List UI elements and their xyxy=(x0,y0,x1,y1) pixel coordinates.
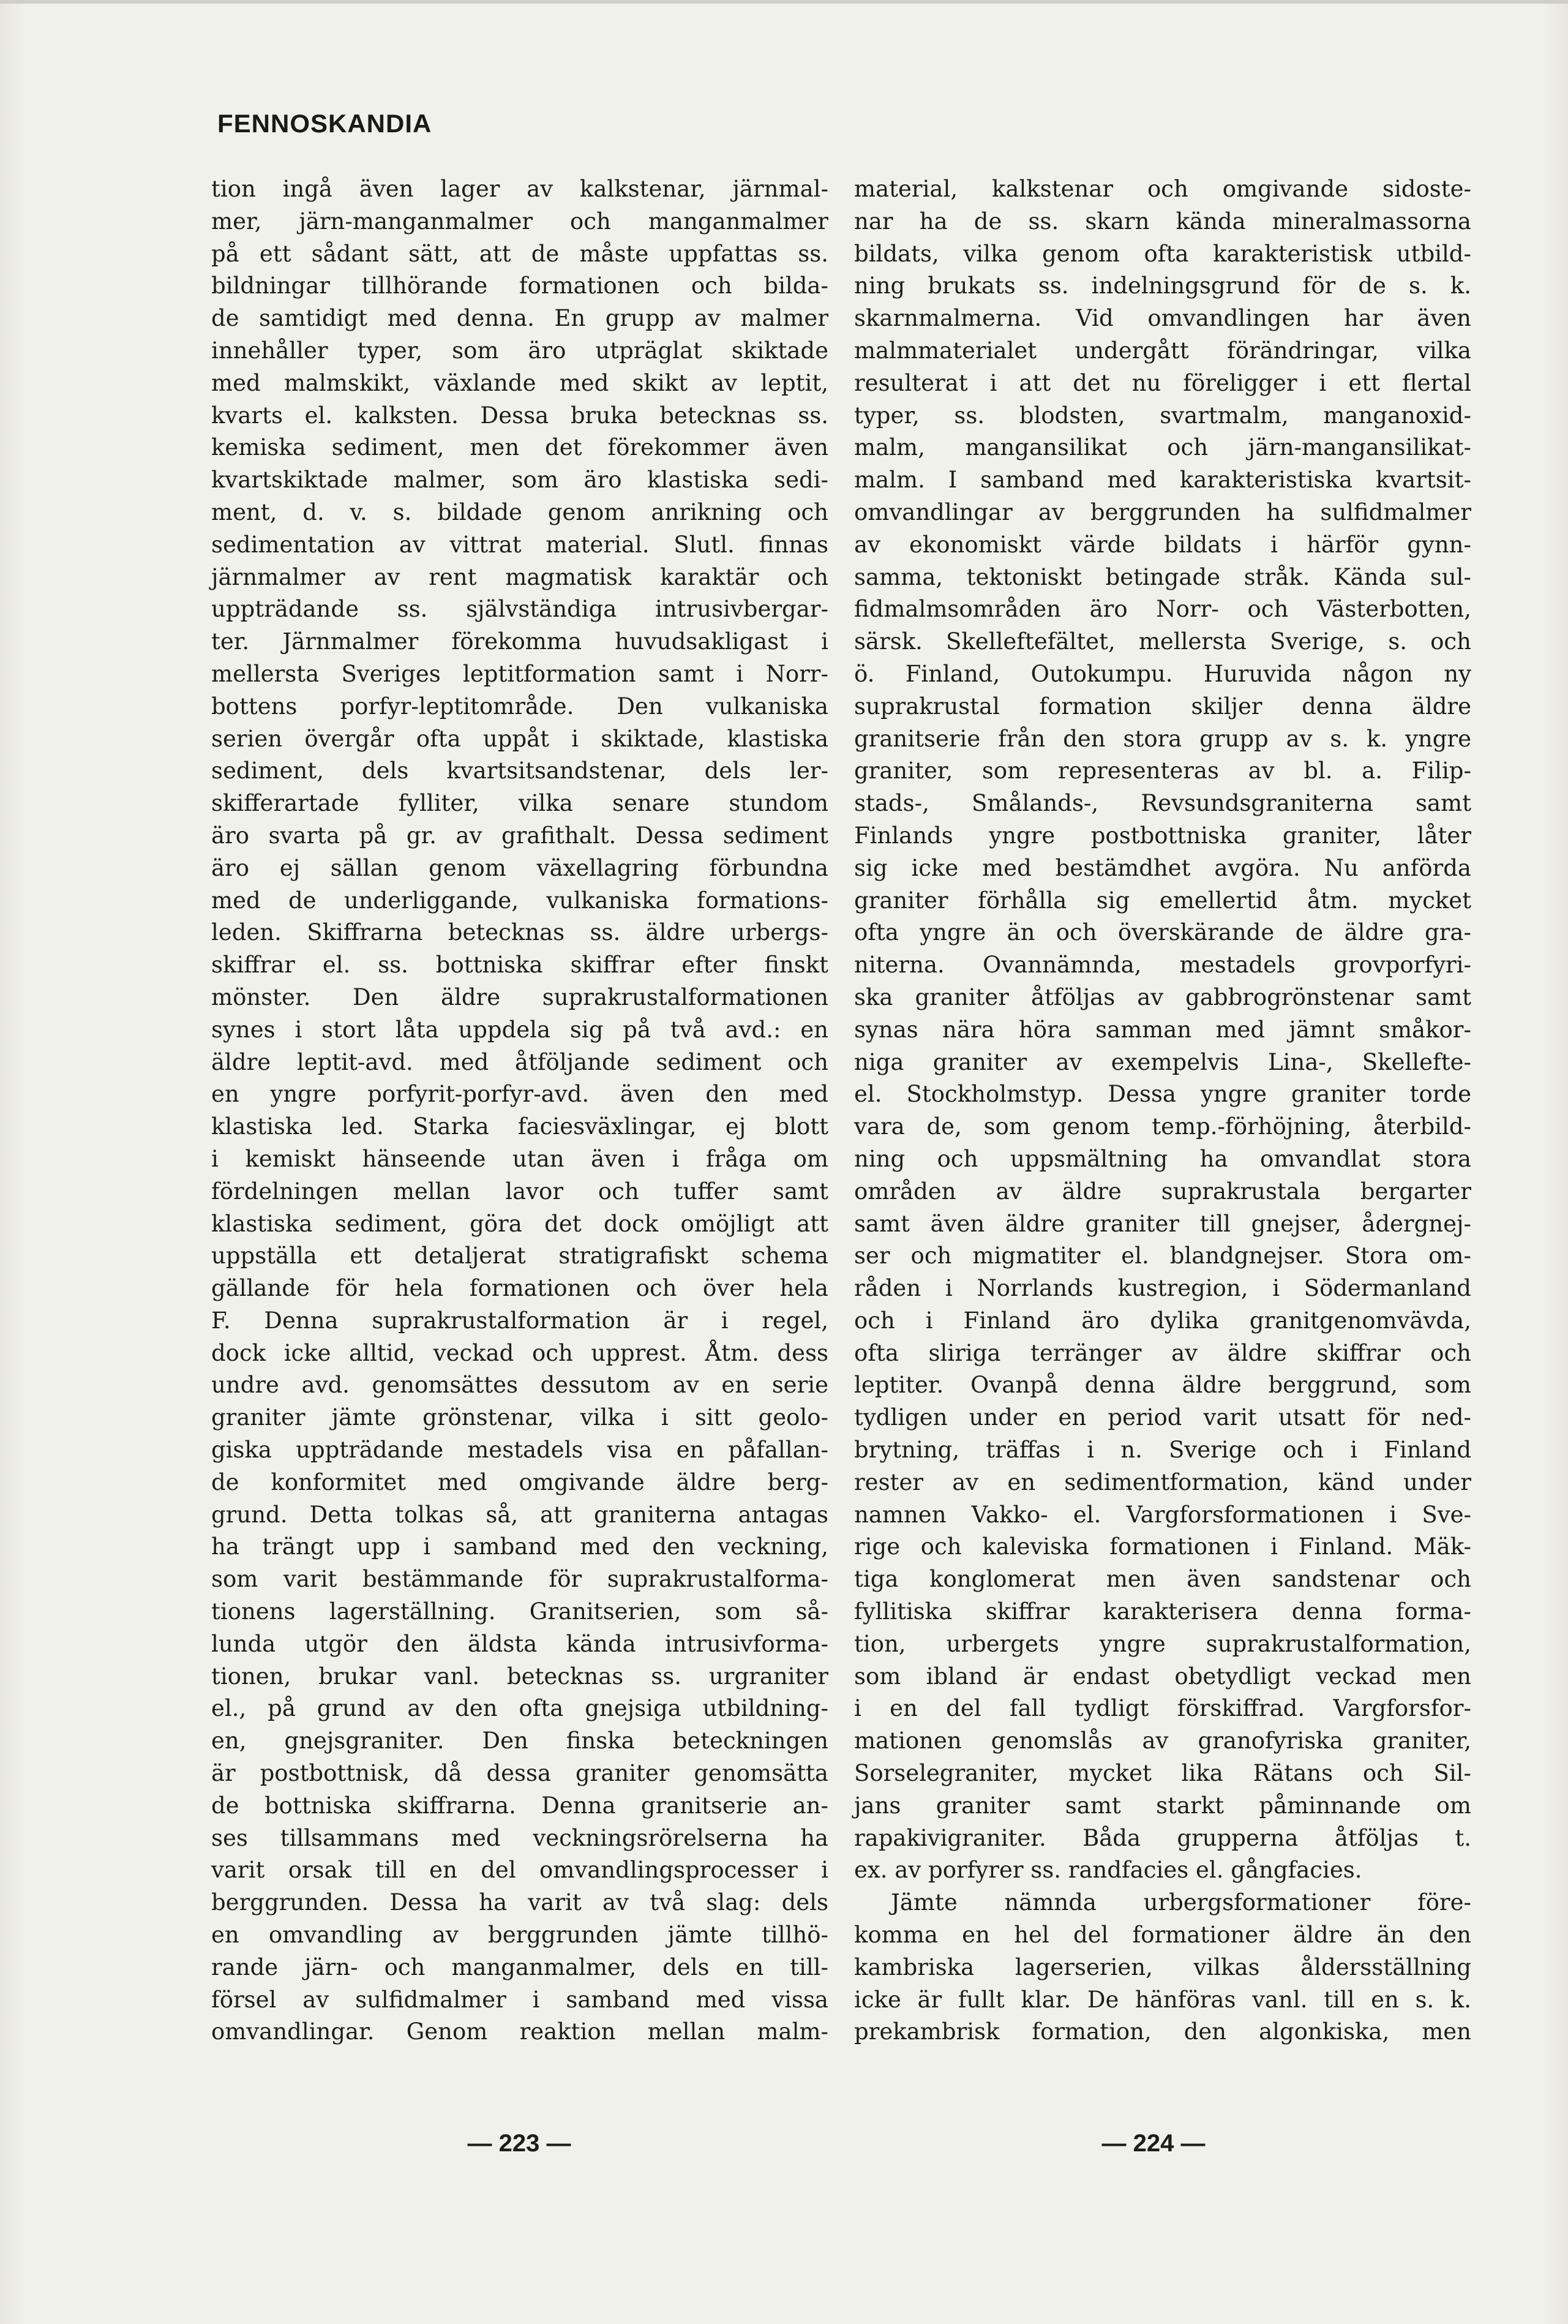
text-line: tiga konglomerat men även sandstenar och xyxy=(854,1566,1471,1593)
text-line: tionen, brukar vanl. betecknas ss. urgraniter xyxy=(211,1663,828,1690)
text-line: F. Denna suprakrustalformation är i regel, xyxy=(211,1307,828,1334)
text-line: ex. av porfyrer ss. randfacies el. gångfacies. xyxy=(854,1857,1362,1884)
text-line: rige och kaleviska formationen i Finland. Mäk- xyxy=(854,1533,1471,1560)
text-line: samma, tektoniskt betingade stråk. Kända sul- xyxy=(854,563,1471,590)
text-line: de konformitet med omgivande äldre berg- xyxy=(211,1468,828,1495)
text-line: graniter, som representeras av bl. a. Filip- xyxy=(854,758,1471,784)
text-line: granitserie från den stora grupp av s. k. yngre xyxy=(854,725,1471,752)
text-line: fördelningen mellan lavor och tuffer samt xyxy=(211,1178,828,1205)
text-line: kemiska sediment, men det förekommer även xyxy=(211,434,828,461)
text-line: graniter jämte grönstenar, vilka i sitt geolo- xyxy=(211,1404,828,1431)
text-line: tion ingå även lager av kalkstenar, järnmal- xyxy=(211,176,828,202)
text-line: försel av sulfidmalmer i samband med vissa xyxy=(211,1986,828,2013)
text-line: ning brukats ss. indelningsgrund för de s. k. xyxy=(854,273,1471,299)
text-line: särsk. Skelleftefältet, mellersta Sverige, s. och xyxy=(854,628,1471,655)
text-line: av ekonomiskt värde bildats i härför gynn- xyxy=(854,531,1471,558)
text-line: kambriska lagerserien, vilkas åldersställning xyxy=(854,1954,1471,1980)
text-line: stads-, Smålands-, Revsundsgraniterna samt xyxy=(854,790,1471,817)
text-line: bildningar tillhörande formationen och bilda- xyxy=(211,273,828,299)
text-line: dock icke alltid, veckad och upprest. Åtm. dess xyxy=(211,1339,828,1366)
text-line: Finlands yngre postbottniska graniter, låter xyxy=(854,822,1471,849)
text-line: kvarts el. kalksten. Dessa bruka betecknas ss. xyxy=(211,402,828,429)
text-line: tionens lagerställning. Granitserien, som så- xyxy=(211,1598,828,1625)
text-line: serien övergår ofta uppåt i skiktade, klastiska xyxy=(211,725,828,752)
text-line: mationen genomslås av granofyriska graniter, xyxy=(854,1728,1471,1754)
page-number-left: — 223 — xyxy=(467,2130,571,2157)
text-line: ning och uppsmältning ha omvandlat stora xyxy=(854,1145,1471,1172)
text-line: varit orsak till en del omvandlingsprocesser i xyxy=(211,1857,828,1884)
text-line: ses tillsammans med veckningsrörelserna ha xyxy=(211,1824,828,1851)
text-line: leptiter. Ovanpå denna äldre berggrund, som xyxy=(854,1372,1471,1399)
text-line: innehåller typer, som äro utpräglat skiktade xyxy=(211,337,828,364)
text-line: brytning, träffas i n. Sverige och i Finland xyxy=(854,1437,1471,1464)
text-line: bottens porfyr-leptitområde. Den vulkaniska xyxy=(211,693,828,720)
text-line: komma en hel del formationer äldre än den xyxy=(854,1922,1471,1949)
text-line: ment, d. v. s. bildade genom anrikning och xyxy=(211,498,828,525)
text-line: mellersta Sveriges leptitformation samt i Norr- xyxy=(211,660,828,687)
text-line: en yngre porfyrit-porfyr-avd. även den med xyxy=(211,1081,828,1108)
text-line: suprakrustal formation skiljer denna äldre xyxy=(854,693,1471,720)
text-line: Sorselegraniter, mycket lika Rätans och Sil- xyxy=(854,1760,1471,1787)
text-line: sedimentation av vittrat material. Slutl. finnas xyxy=(211,531,828,558)
text-line: gällande för hela formationen och över hela xyxy=(211,1275,828,1302)
text-line: sediment, dels kvartsitsandstenar, dels ler- xyxy=(211,758,828,784)
text-line: ter. Järnmalmer förekomma huvudsakligast i xyxy=(211,628,828,655)
text-line: typer, ss. blodsten, svartmalm, manganoxid- xyxy=(854,402,1471,429)
text-line: järnmalmer av rent magmatisk karaktär och xyxy=(211,563,828,590)
text-line: med de underliggande, vulkaniska formations- xyxy=(211,887,828,914)
text-line: malm. I samband med karakteristiska kvartsit- xyxy=(854,467,1471,494)
text-line: ser och migmatiter el. blandgnejser. Stora om- xyxy=(854,1243,1471,1269)
text-line: som ibland är endast obetydligt veckad men xyxy=(854,1663,1471,1690)
text-line: bildats, vilka genom ofta karakteristisk utbild- xyxy=(854,240,1471,267)
right-text-column xyxy=(854,173,1471,2048)
text-line: graniter förhålla sig emellertid åtm. mycket xyxy=(854,887,1471,914)
text-line: och i Finland äro dylika granitgenomvävda, xyxy=(854,1307,1471,1334)
text-line: omvandlingar. Genom reaktion mellan malm- xyxy=(211,2018,828,2045)
text-line: grund. Detta tolkas så, att graniterna antagas xyxy=(211,1501,828,1528)
text-line: en, gnejsgraniter. Den finska beteckningen xyxy=(211,1728,828,1754)
text-line: ofta yngre än och överskärande de äldre gra- xyxy=(854,919,1471,946)
text-line: synes i stort låta uppdela sig på två avd.: en xyxy=(211,1016,828,1043)
text-line: klastiska sediment, göra det dock omöjligt att xyxy=(211,1210,828,1237)
text-line: lunda utgör den äldsta kända intrusivforma- xyxy=(211,1630,828,1657)
text-line: fidmalmsområden äro Norr- och Västerbotten, xyxy=(854,596,1471,623)
text-line: sig icke med bestämdhet avgöra. Nu anförda xyxy=(854,854,1471,881)
text-line: berggrunden. Dessa ha varit av två slag: dels xyxy=(211,1889,828,1916)
text-line: mönster. Den äldre suprakrustalformationen xyxy=(211,983,828,1010)
text-line: klastiska led. Starka faciesväxlingar, ej blott xyxy=(211,1113,828,1140)
text-line: niga graniter av exempelvis Lina-, Skellefte- xyxy=(854,1048,1471,1075)
text-line: de samtidigt med denna. En grupp av malmer xyxy=(211,305,828,332)
text-line: samt även äldre graniter till gnejser, ådergnej- xyxy=(854,1210,1471,1237)
text-line: de bottniska skiffrarna. Denna granitserie an- xyxy=(211,1792,828,1819)
text-line: malm, mangansilikat och järn-mangansilikat- xyxy=(854,434,1471,461)
running-header: FENNOSKANDIA xyxy=(217,109,432,138)
text-line: icke är fullt klar. De hänföras vanl. till en s. k. xyxy=(854,1986,1471,2013)
text-line: niterna. Ovannämnda, mestadels grovporfyri- xyxy=(854,952,1471,979)
text-line: skiffrar el. ss. bottniska skiffrar efter finskt xyxy=(211,952,828,979)
text-line: ö. Finland, Outokumpu. Huruvida någon ny xyxy=(854,660,1471,687)
text-line: äro ej sällan genom växellagring förbundna xyxy=(211,854,828,881)
text-line: uppställa ett detaljerat stratigrafiskt schema xyxy=(211,1243,828,1269)
text-line: kvartskiktade malmer, som äro klastiska sedi- xyxy=(211,467,828,494)
text-line: el., på grund av den ofta gnejsiga utbildning- xyxy=(211,1695,828,1722)
text-line: som varit bestämmande för suprakrustalforma- xyxy=(211,1566,828,1593)
text-line: ha trängt upp i samband med den veckning, xyxy=(211,1533,828,1560)
text-line: namnen Vakko- el. Vargforsformationen i Sve- xyxy=(854,1501,1471,1528)
text-line: jans graniter samt starkt påminnande om xyxy=(854,1792,1471,1819)
text-line: äldre leptit-avd. med åtföljande sediment och xyxy=(211,1048,828,1075)
text-line: synas nära höra samman med jämnt småkor- xyxy=(854,1016,1471,1043)
text-line: i kemiskt hänseende utan även i fråga om xyxy=(211,1145,828,1172)
text-line: rester av en sedimentformation, känd under xyxy=(854,1468,1471,1495)
text-line: omvandlingar av berggrunden ha sulfidmalmer xyxy=(854,498,1471,525)
text-line: undre avd. genomsättes dessutom av en serie xyxy=(211,1372,828,1399)
text-line: leden. Skiffrarna betecknas ss. äldre urbergs- xyxy=(211,919,828,946)
text-line: i en del fall tydligt förskiffrad. Vargforsfor- xyxy=(854,1695,1471,1722)
text-line: vara de, som genom temp.-förhöjning, återbild- xyxy=(854,1113,1471,1140)
text-line: skifferartade fylliter, vilka senare stundom xyxy=(211,790,828,817)
text-line: med malmskikt, växlande med skikt av leptit, xyxy=(211,369,828,396)
text-line: malmmaterialet undergått förändringar, vilka xyxy=(854,337,1471,364)
text-line: skarnmalmerna. Vid omvandlingen har även xyxy=(854,305,1471,332)
text-line: äro svarta på gr. av grafithalt. Dessa sediment xyxy=(211,822,828,849)
left-text-column xyxy=(211,173,828,2048)
text-line: rapakivigraniter. Båda grupperna åtföljas t. xyxy=(854,1824,1471,1851)
text-line: el. Stockholmstyp. Dessa yngre graniter torde xyxy=(854,1081,1471,1108)
text-line: fyllitiska skiffrar karakterisera denna forma- xyxy=(854,1598,1471,1625)
text-line: material, kalkstenar och omgivande sidoste- xyxy=(854,176,1471,202)
text-line: rande järn- och manganmalmer, dels en till- xyxy=(211,1954,828,1980)
scan-edge xyxy=(0,0,1568,4)
text-line: ofta sliriga terränger av äldre skiffrar och xyxy=(854,1339,1471,1366)
text-line: resulterat i att det nu föreligger i ett flertal xyxy=(854,369,1471,396)
text-line: mer, järn-manganmalmer och manganmalmer xyxy=(211,208,828,235)
text-line: är postbottnisk, då dessa graniter genomsätta xyxy=(211,1760,828,1787)
text-line: uppträdande ss. självständiga intrusivbergar- xyxy=(211,596,828,623)
text-line: tydligen under en period varit utsatt för ned- xyxy=(854,1404,1471,1431)
text-line: giska uppträdande mestadels visa en påfallan- xyxy=(211,1437,828,1464)
text-line: ska graniter åtföljas av gabbrogrönstenar samt xyxy=(854,983,1471,1010)
text-line: nar ha de ss. skarn kända mineralmassorna xyxy=(854,208,1471,235)
text-line: råden i Norrlands kustregion, i Södermanland xyxy=(854,1275,1471,1302)
text-line: prekambrisk formation, den algonkiska, men xyxy=(854,2018,1471,2045)
text-line: på ett sådant sätt, att de måste uppfattas ss. xyxy=(211,240,828,267)
text-line: Jämte nämnda urbergsformationer före- xyxy=(891,1889,1471,1916)
text-line: en omvandling av berggrunden jämte tillhö- xyxy=(211,1922,828,1949)
text-line: områden av äldre suprakrustala bergarter xyxy=(854,1178,1471,1205)
text-line: tion, urbergets yngre suprakrustalformation, xyxy=(854,1630,1471,1657)
page-number-right: — 224 — xyxy=(1101,2130,1206,2157)
